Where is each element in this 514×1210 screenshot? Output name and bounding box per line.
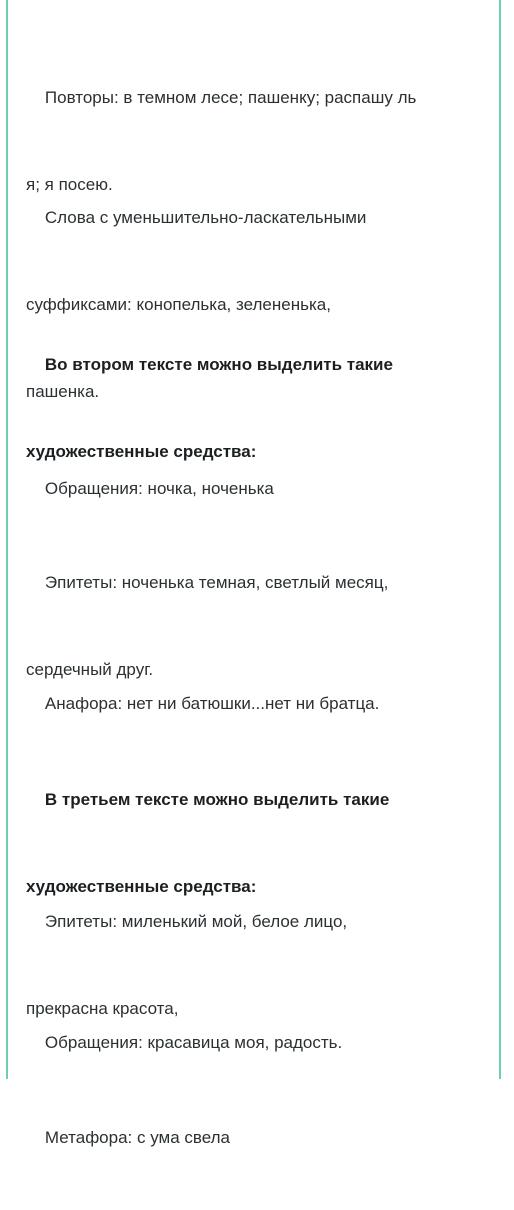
text-line: пашенка. <box>26 382 100 401</box>
text-line: художественные средства: <box>26 442 257 461</box>
paragraph-metaphor <box>26 1065 476 1210</box>
text-line: Повторы: в темном лесе; пашенку; распашу ль <box>26 88 417 107</box>
text-line: я; я посею. <box>26 175 113 194</box>
text-line: Обращения: красавица моя, радость. <box>26 1033 343 1052</box>
text-line: прекрасна красота, <box>26 999 179 1018</box>
right-border <box>499 0 501 1079</box>
text-line: суффиксами: конопелька, зелененька, <box>26 295 331 314</box>
text-line: В третьем тексте можно выделить такие <box>26 790 390 809</box>
text-line: Эпитеты: ноченька темная, светлый месяц, <box>26 573 389 592</box>
text-line: сердечный друг. <box>26 660 154 679</box>
text-line: Обращения: ночка, ноченька <box>26 479 274 498</box>
left-border <box>6 0 8 1079</box>
text-line: Во втором тексте можно выделить такие <box>26 355 393 374</box>
text-line: художественные средства: <box>26 877 257 896</box>
text-line: Эпитеты: миленький мой, белое лицо, <box>26 912 348 931</box>
text-line: Анафора: нет ни батюшки...нет ни братца. <box>26 694 380 713</box>
text-line: Слова с уменьшительно-ласкательными <box>26 208 367 227</box>
text-line: Метафора: с ума свела <box>26 1128 230 1147</box>
